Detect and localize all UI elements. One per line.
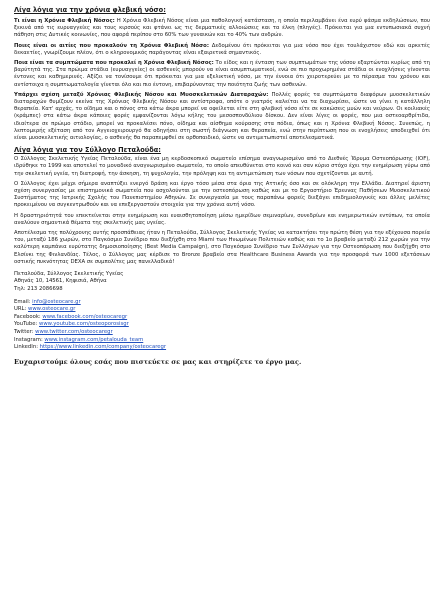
closing-thanks: Ευχαριστούμε όλους εσάς που πιστεύετε σε μας και στηρίζετε το έργο μας.: [14, 357, 302, 366]
contact-linkedin: [14, 344, 430, 352]
facebook-link[interactable]: www.facebook.com/osteocaregr: [42, 313, 128, 320]
section-musculoskeletal: [14, 92, 430, 142]
section-lead: Ποιες είναι οι αιτίες που προκαλούν τη Χρόνια Φλεβική Νόσο:: [14, 42, 209, 49]
contact-email: [14, 299, 430, 307]
contact-label: YouTube:: [14, 321, 40, 328]
page-title: Λίγα λόγια για την χρόνια φλεβική νόσο:: [14, 6, 166, 14]
address-line: Πεταλούδα, Σύλλογος Σκελετικής Υγείας: [14, 271, 124, 278]
section-lead: Τι είναι η Χρόνια Φλεβική Νόσος:: [14, 18, 115, 24]
linkedin-link[interactable]: https://www.linkedin.com/company/osteocaregr: [39, 344, 167, 351]
section-text: Δεδομένου ότι πρόκειται για μια νόσο που έχει τουλάχιστον εδώ και αρκετές δεκαετίες, γνωρίζουμε πλέον, ότι ο κληρονομικός παράγοντας είναι εξαιρετικά σημαντικός.: [14, 42, 431, 56]
contact-label: Facebook:: [14, 313, 43, 320]
website-link[interactable]: www.osteocare.gr: [27, 306, 76, 313]
contact-url: [14, 306, 430, 314]
contact-twitter: [14, 329, 430, 337]
contact-label: Instagram:: [14, 336, 45, 343]
contact-facebook: [14, 314, 430, 322]
section-what-is: [14, 18, 430, 40]
address-phone: Τηλ: 213 2086698: [14, 285, 63, 292]
section-lead: Υπάρχει σχέση μεταξύ Χρόνιας Φλεβικής Νόσου και Μυοσκελετικών Διαταραχών:: [14, 91, 269, 98]
contact-label: URL:: [14, 306, 28, 313]
address-line: Αθηνάς 10, 14561, Κηφισιά, Αθήνα: [14, 278, 107, 285]
about-paragraph: Αποτέλεσμα της πολύχρονης αυτής προσπάθειας ήταν η Πεταλούδα, Σύλλογος Σκελετικής Υγείας να κατακτήσει την πρώτη θέση για την εξέχουσα πορεία του, μεταξύ 186 χωρών, στο Παγκόσμιο Συνέδριο που διεξήχθη στο Miami των Ηνωμένων Πολιτειών καθώς και το 1ο βραβείο μεταξύ 212 χωρών για την καλύτερη καμπάνια ευρύτατης δημοσιοποίησης (Best Media Campaign), στο Παγκόσμιο Συνέδριο των Συλλόγων για την Οστεοπόρωση που διεξήχθη στο Ελσίνκι της Φινλανδίας. Τέλος, ο Σύλλογος μας κέρδισε το Bronze βραβείο στα Healthcare Business Awards για την προσφορά των 1000 εξετάσεων οστικής πυκνότητας DEXA σε συμπολίτες μας πανελλαδικά!: [14, 230, 430, 265]
instagram-link[interactable]: www.instagram.com/petalouda_team: [44, 336, 144, 343]
contact-label: Email:: [14, 298, 33, 305]
youtube-link[interactable]: www.youtube.com/osteoporosisgr: [39, 321, 129, 328]
section-symptoms: [14, 60, 430, 89]
contact-list: [14, 299, 430, 352]
twitter-link[interactable]: www.twitter.com/osteocaregr: [35, 329, 113, 336]
contact-label: LinkedIn:: [14, 344, 40, 351]
section-causes: [14, 43, 430, 57]
section-text: Πολλές φορές τα συμπτώματα διαφόρων μυοσκελετικών διαταραχών θυμίζουν εκείνα της Χρόνιας Φλεβικής Νόσου και αντίστροφα, οπότε ο γιατρός καλείται να τα διαχωρίσει, ώστε να γίνει η κατάλληλη θεραπεία. Κατ' αρχάς, το οίδημα και ο πόνος στα κάτω άκρα μπορεί να οφείλεται είτε στη φλεβική νόσο είτε σε κακώσεις μυών και νεύρων. Οι κοιλιακές (κράμπες) στα κάτω άκρα κάποιες φορές εμφανίζονται λόγω κήλης του μεσοσπονδύλιου δίσκου. Δεν είναι λίγες οι φορές, που μια οστεοαρθρίτιδα, ιδιαίτερα σε πρώιμο στάδιο, μπορεί να προκαλέσει πόνο, οίδημα και αίσθημα κούρασης στα πόδια, όπως και η Χρόνια Φλεβική Νόσος. Συνεπώς, η λεπτομερής εξέταση από τον Αγγειοχειρουργό θα οδηγήσει στη σωστή διάγνωση και θεραπεία, ενώ στην περίπτωση που οι ενοχλήσεις αποδειχθεί ότι είναι μυοσκελετικής αιτιολογίας, ο ασθενής θα παραπεμφθεί σε ορθοπαιδικό, ώστε να αντιμετωπιστεί αποτελεσματικά.: [14, 91, 430, 142]
about-title: Λίγα λόγια για τον Σύλλογο Πεταλούδα:: [14, 146, 161, 155]
about-paragraph: Ο Σύλλογος έχει μέχρι σήμερα αναπτύξει ενεργό δράση και έργο τόσο μέσα στα όρια της Αττικής όσο και σε ολόκληρη την Ελλάδα. Διατηρεί άριστη σχέση συνεργασίας με επιστημονικά σωματεία που ασχολούνται με την οστεοπόρωση καθώς και με το Εργαστήριο Έρευνας Παθήσεων Μυοσκελετικού Συστήματος της Ιατρικής Σχολής του Πανεπιστημίου Αθηνών. Σε συνεργασία με τους παραπάνω φορείς διεξάγει επιδημιολογικές και άλλες μελέτες προκειμένου να συγκεντρωθούν και να επεξεργαστούν στοιχεία για την χρόνια αυτή νόσο.: [14, 180, 430, 209]
contact-label: Twitter:: [14, 329, 36, 336]
section-lead: Ποια είναι τα συμπτώματα που προκαλεί η Χρόνια Φλεβική Νόσος:: [14, 60, 214, 67]
section-text: Το είδος και η ένταση των συμπτωμάτων της νόσου εξαρτώνται κυρίως από τη βαρύτητά της. Στα πρώιμα στάδια (ευρυαγγείες) οι ασθενείς μπορούν να είναι ασυμπτωματικοί, ενώ σε πιο προχωρημένα στάδια οι ενοχλήσεις γίνονται έντονες και καθημερινές. Αξίζει να τονίσουμε ότι πρόκειται για μια εξελικτική νόσο, με την έννοια ότι χειροτερεύει με το πέρασμα του χρόνου και αντίστοιχα η συμπτωματολογία γίνεται όλο και πιο έντονη, επιβαρύνοντας την ποιότητα ζωής των ασθενών.: [14, 60, 430, 88]
about-paragraph: Η δραστηριότητά του επεκτείνεται στην ενημέρωση και ευαισθητοποίηση μέσω ημερίδων σεμιναρίων, συνεδρίων και ενημερωτικών εντύπων, τα οποία αναλύουν σημαντικά θέματα της σκελετικής μας υγείας.: [14, 212, 430, 226]
address-block: [14, 271, 430, 293]
section-text: Η Χρόνια Φλεβική Νόσος είναι μια παθολογική κατάσταση, η οποία περιλαμβάνει ένα ευρύ φάσμα εκδηλώσεων, που ξεκινά από τις ευρυαγγείες και τους κιρσούς και φτάνει ως τις δερματικές αλλοιώσεις και τα έλκη (πληγές). Πρόκειται για μια εντυπωσιακά συχνή πάθηση στις Δυτικές κοινωνίες, που αφορά περίπου στο 60% των γυναικών και το 40% των ανδρών.: [14, 18, 431, 39]
email-link[interactable]: info@osteocare.gr: [32, 298, 81, 305]
about-paragraph: Ο Σύλλογος Σκελετικής Υγείας Πεταλούδα, είναι ένα μη κερδοσκοπικό σωματείο επίσημα αναγνωρισμένο από το Διεθνές Ίδρυμα Οστεοπόρωσης (IOF), ιδρύθηκε το 1999 και αποτελεί το μοναδικό αναγνωρισμένο σωματείο, το οποίο απευθύνεται στο κοινό και σαν κύριο στόχο έχει την ενημέρωση γύρω από την σκελετική υγεία, τη διατροφή, την άσκηση, τη ψυχολογία, την πρόληψη και τη αντιμετώπιση των νόσων που σχετίζονται με αυτή.: [14, 156, 430, 177]
contact-youtube: [14, 321, 430, 329]
contact-instagram: [14, 337, 430, 345]
